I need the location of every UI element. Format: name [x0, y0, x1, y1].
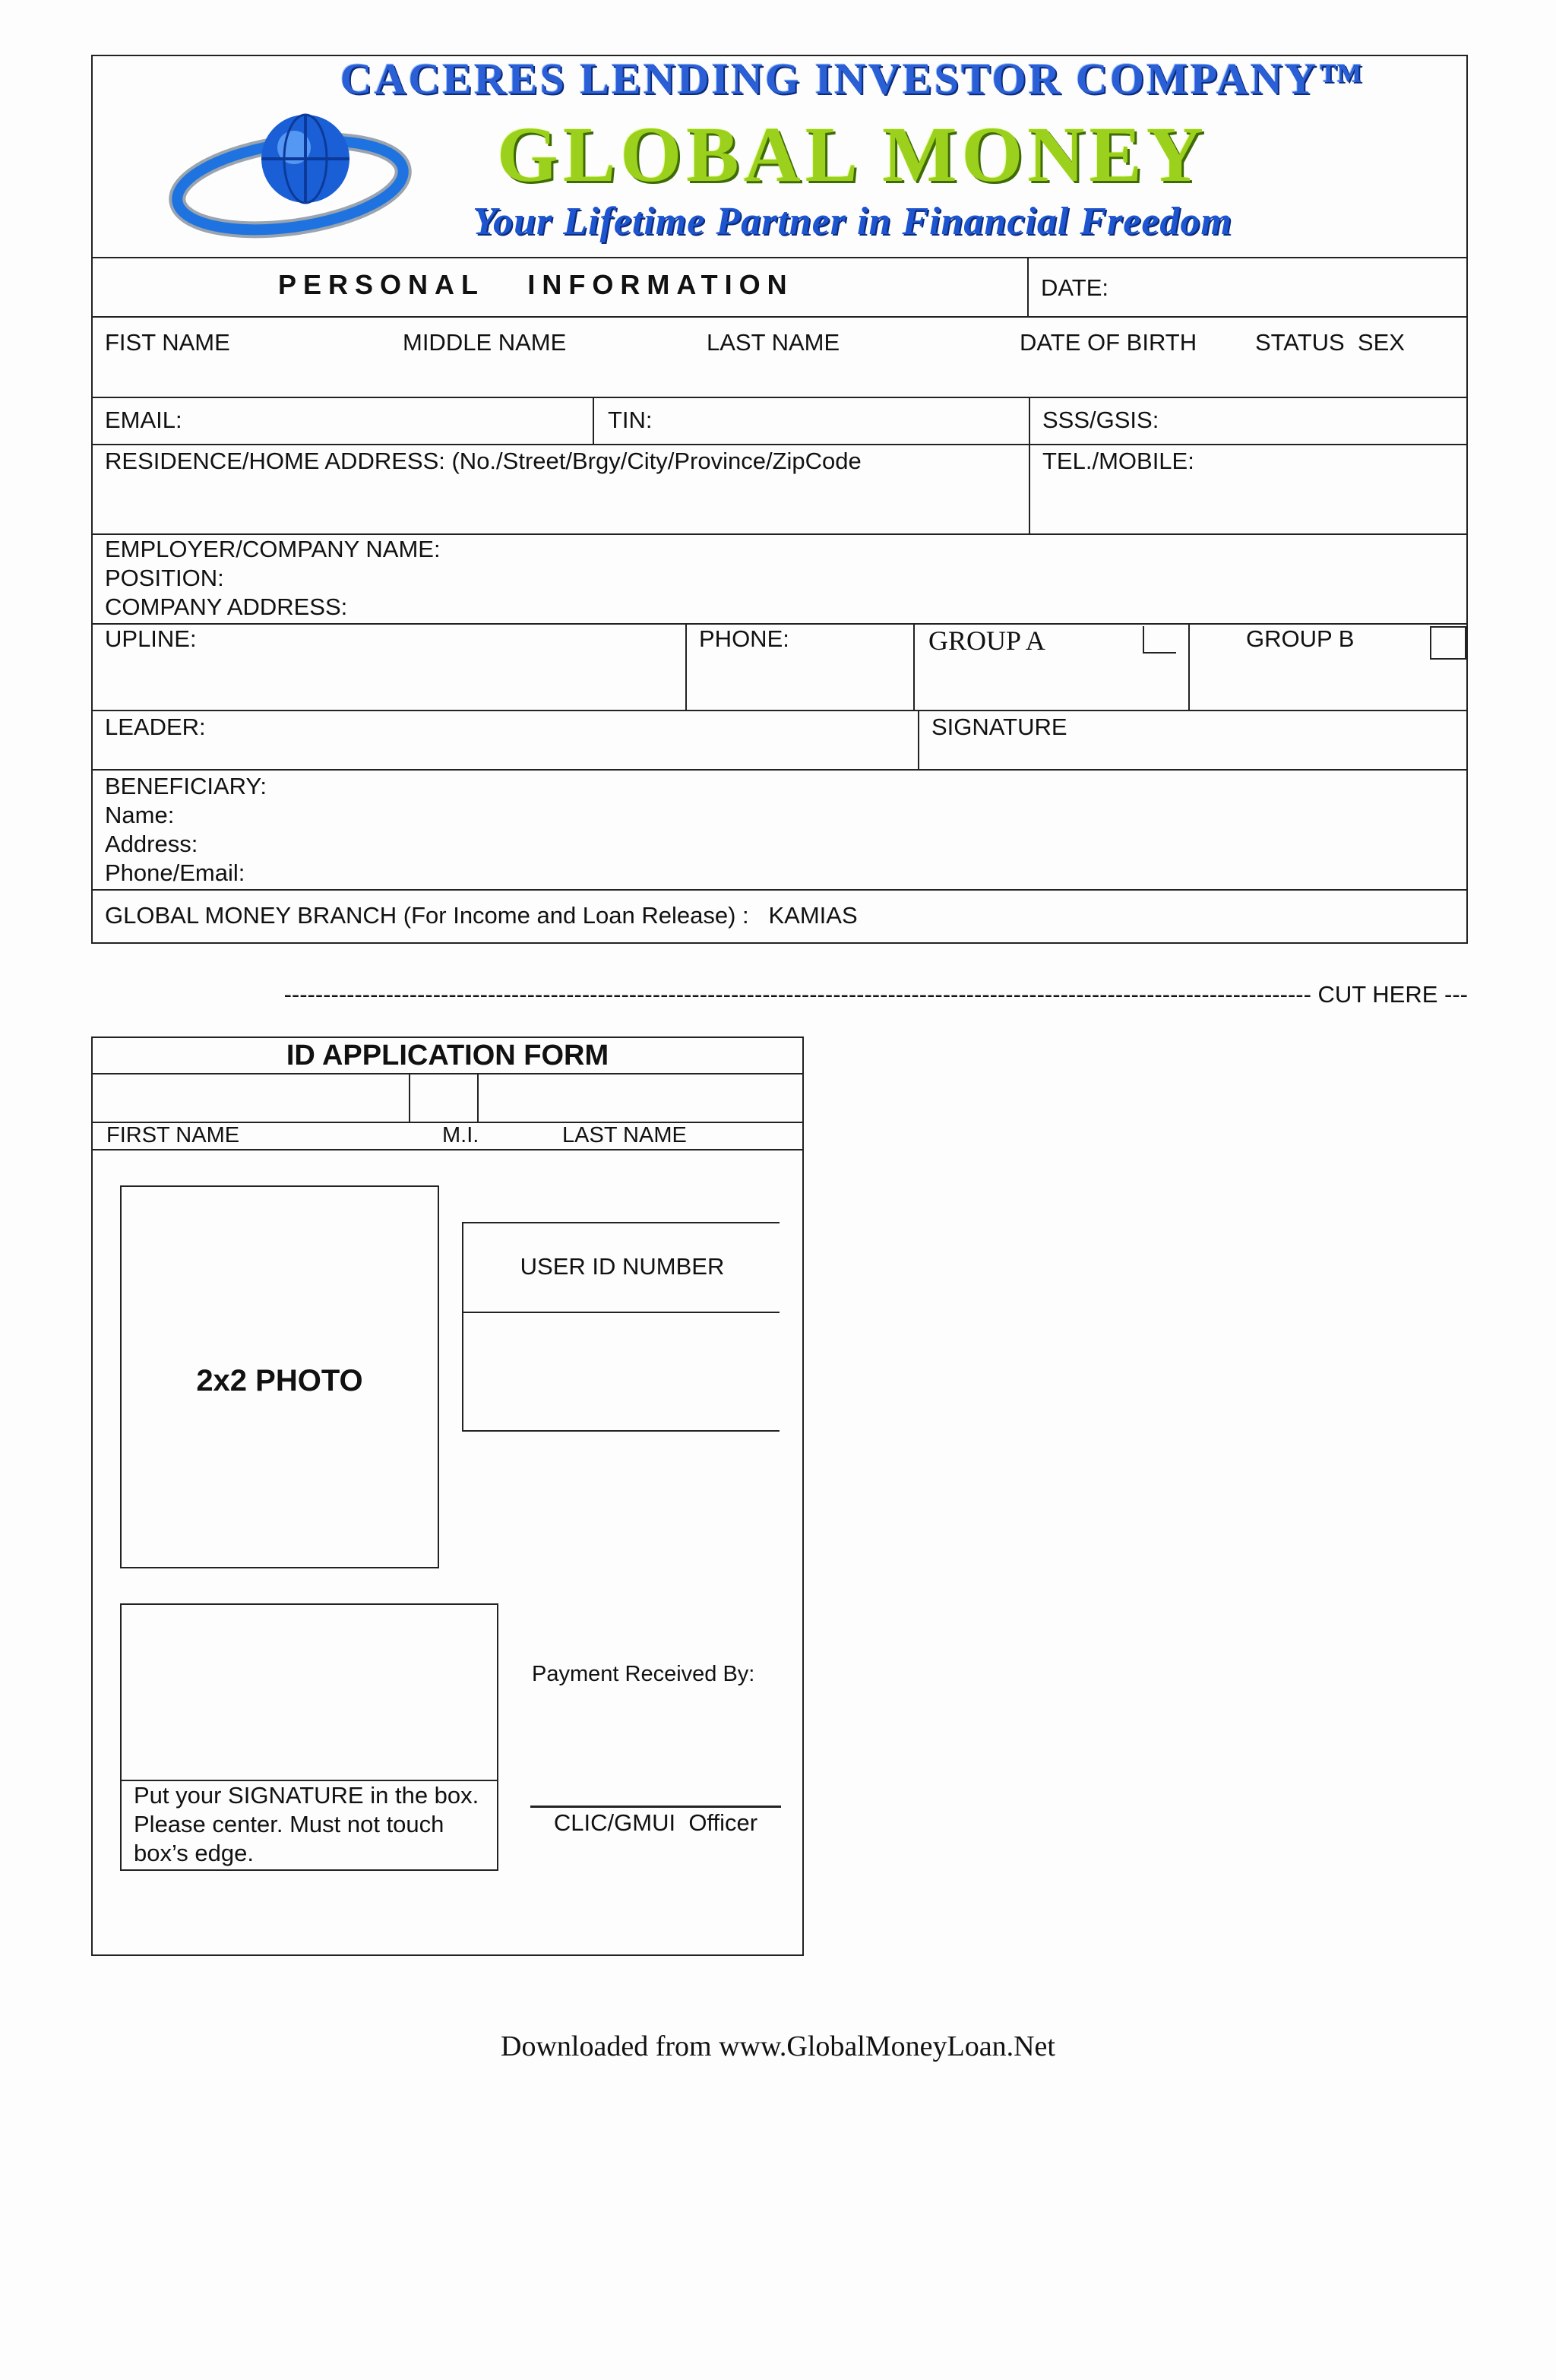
group-a-label: GROUP A [928, 625, 1045, 656]
officer-label: CLIC/GMUI Officer [553, 1809, 758, 1836]
id-first-name-label: FIRST NAME [106, 1123, 240, 1147]
company-name: CACERES LENDING INVESTOR COMPANY™ [340, 56, 1365, 103]
branch-label: GLOBAL MONEY BRANCH (For Income and Loan Release) : KAMIAS [105, 902, 858, 929]
last-name-label: LAST NAME [707, 329, 840, 356]
signature-label: SIGNATURE [931, 714, 1067, 740]
email-label: EMAIL: [105, 407, 182, 433]
first-name-label: FIST NAME [105, 329, 230, 356]
brand-tagline: Your Lifetime Partner in Financial Freedom [473, 200, 1232, 243]
payment-received-label: Payment Received By: [532, 1662, 755, 1686]
tel-label: TEL./MOBILE: [1042, 448, 1194, 474]
company-address-label: COMPANY ADDRESS: [105, 593, 348, 620]
position-label: POSITION: [105, 565, 224, 591]
employer-label: EMPLOYER/COMPANY NAME: [105, 536, 441, 562]
tin-label: TIN: [608, 407, 653, 433]
brand-name: GLOBAL MONEY [497, 111, 1208, 198]
cut-here-line: ----------------------------------------------------------------------------------------------------------------------------------- CUT HERE --- [283, 981, 1468, 1008]
photo-label: 2x2 PHOTO [196, 1364, 363, 1397]
middle-name-label: MIDDLE NAME [403, 329, 567, 356]
signature-instructions: Put your SIGNATURE in the box. Please center. Must not touch box’s edge. [134, 1782, 479, 1866]
upline-label: UPLINE: [105, 625, 197, 652]
dob-label: DATE OF BIRTH [1020, 329, 1197, 356]
downloaded-from: Downloaded from www.GlobalMoneyLoan.Net [501, 2030, 1055, 2062]
beneficiary-phone-label: Phone/Email: [105, 859, 245, 886]
status-sex-label: STATUS SEX [1255, 329, 1405, 356]
sss-label: SSS/GSIS: [1042, 407, 1159, 433]
beneficiary-address-label: Address: [105, 831, 198, 857]
group-b-label: GROUP B [1246, 625, 1355, 652]
date-label: DATE: [1041, 274, 1108, 301]
user-id-label: USER ID NUMBER [520, 1253, 725, 1280]
residence-label: RESIDENCE/HOME ADDRESS: (No./Street/Brgy/City/Province/ZipCode [105, 448, 862, 474]
group-a-checkbox[interactable] [1143, 626, 1176, 654]
phone-label: PHONE: [699, 625, 789, 652]
id-last-name-label: LAST NAME [562, 1123, 687, 1147]
header-banner [93, 56, 1466, 257]
user-id-input[interactable] [463, 1313, 778, 1429]
group-b-checkbox[interactable] [1430, 626, 1466, 660]
leader-label: LEADER: [105, 714, 206, 740]
mi-input[interactable] [410, 1074, 476, 1120]
last-name-input[interactable] [479, 1074, 802, 1120]
personal-info-title: PERSONAL INFORMATION [278, 269, 794, 300]
beneficiary-label: BENEFICIARY: [105, 773, 267, 799]
first-name-input[interactable] [93, 1074, 407, 1120]
officer-signature-line [530, 1806, 781, 1808]
id-mi-label: M.I. [442, 1123, 479, 1147]
beneficiary-name-label: Name: [105, 802, 175, 828]
id-form-title: ID APPLICATION FORM [286, 1040, 609, 1071]
